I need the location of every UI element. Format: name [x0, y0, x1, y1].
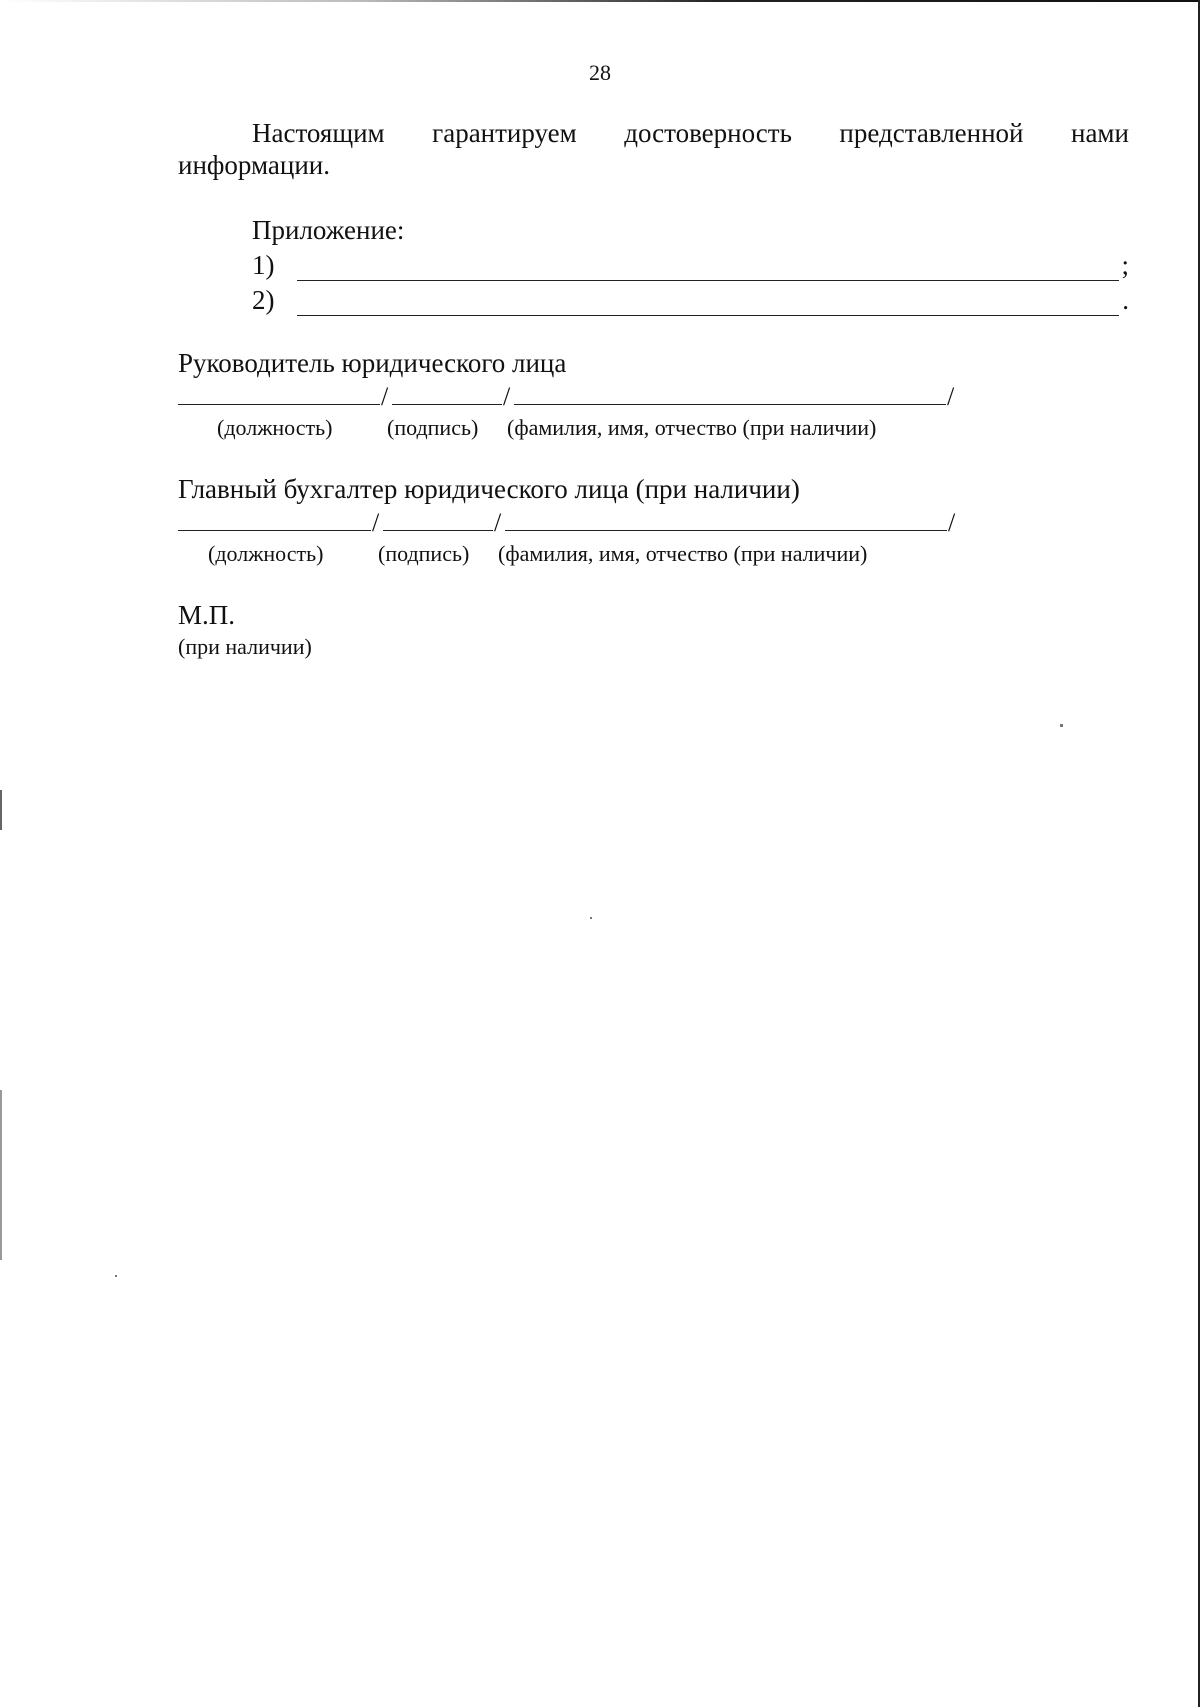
scan-speck: [1060, 724, 1063, 727]
head-signature-title: Руководитель юридического лица: [178, 348, 567, 378]
intro-word: достоверность: [624, 118, 792, 148]
fullname-blank[interactable]: [505, 530, 947, 531]
intro-word: гарантируем: [432, 118, 577, 148]
intro-word: нами: [1071, 118, 1129, 148]
signature-caption: (подпись): [378, 541, 470, 566]
scan-speck: [115, 1275, 117, 1277]
appendix-item-blank[interactable]: [297, 280, 1119, 281]
appendix-item-end: .: [1122, 285, 1129, 315]
appendix-item-end: ;: [1121, 250, 1129, 280]
appendix-item-blank[interactable]: [297, 315, 1119, 316]
scan-edge-top: [0, 0, 1200, 2]
fullname-blank[interactable]: [514, 404, 946, 405]
appendix-item: [252, 285, 1129, 321]
separator-slash: /: [381, 382, 389, 411]
stamp-note: (при наличии): [178, 634, 312, 659]
separator-slash: /: [372, 508, 380, 537]
appendix-item: [252, 250, 1129, 286]
position-caption: (должность): [217, 415, 333, 440]
separator-slash: /: [503, 382, 511, 411]
accountant-signature-title: Главный бухгалтер юридического лица (при наличии): [178, 474, 800, 504]
scan-speck: [590, 917, 592, 919]
intro-word: представленной: [839, 118, 1024, 148]
intro-word: Настоящим: [252, 118, 385, 148]
appendix-title: Приложение:: [252, 215, 405, 245]
fullname-caption: (фамилия, имя, отчество (при наличии): [498, 541, 868, 566]
scan-edge-left-mark: [0, 1090, 2, 1260]
signature-blank[interactable]: [383, 530, 493, 531]
position-caption: (должность): [208, 541, 324, 566]
appendix-item-number: 1): [252, 250, 275, 280]
stamp-label: М.П.: [178, 600, 236, 630]
intro-paragraph: [252, 118, 1129, 149]
signature-blank[interactable]: [392, 404, 502, 405]
signature-caption: (подпись): [387, 415, 479, 440]
fullname-caption: (фамилия, имя, отчество (при наличии): [507, 415, 877, 440]
position-blank[interactable]: [178, 404, 380, 405]
separator-slash: /: [948, 508, 956, 537]
separator-slash: /: [947, 382, 955, 411]
separator-slash: /: [494, 508, 502, 537]
page-number: 28: [589, 60, 611, 85]
scan-edge-left-mark: [0, 790, 2, 830]
intro-continuation: информации.: [178, 150, 330, 180]
position-blank[interactable]: [178, 530, 371, 531]
appendix-item-number: 2): [252, 285, 275, 315]
